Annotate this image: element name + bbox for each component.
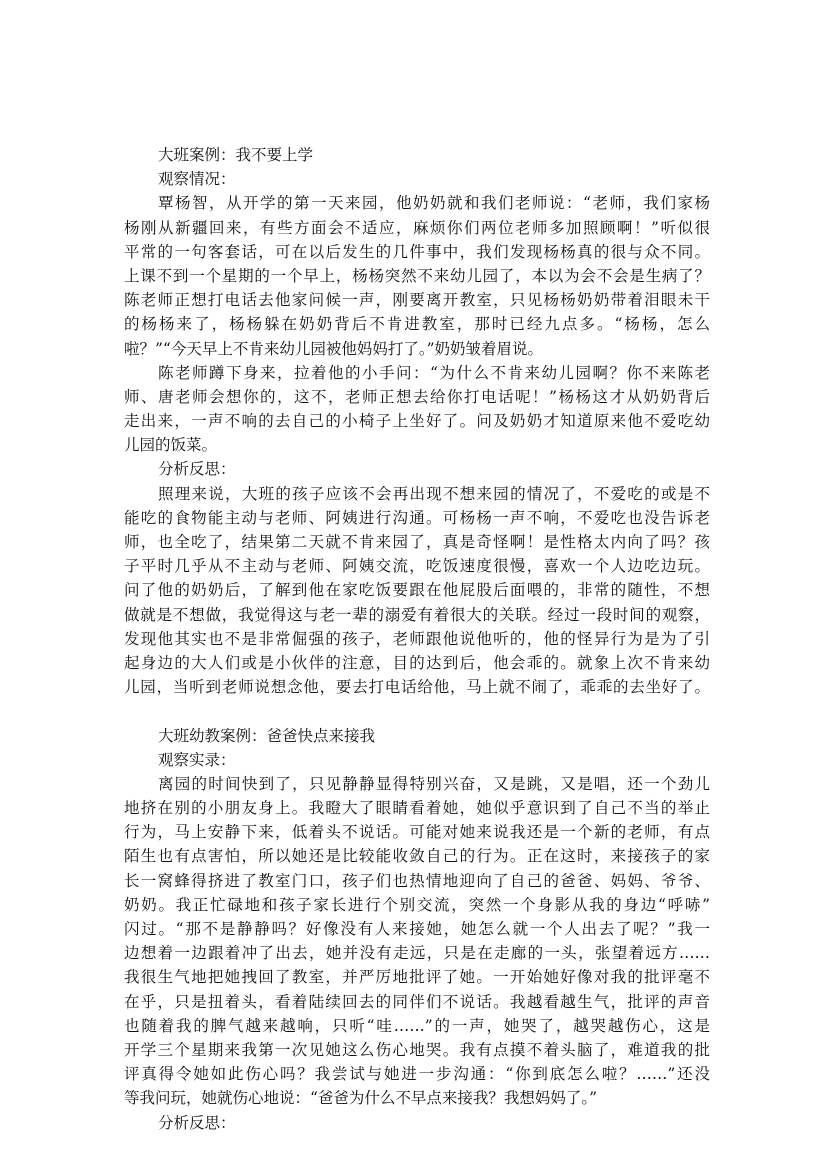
text-line: 长一窝蜂得挤进了教室门口，孩子们也热情地迎向了自己的爸爸、妈妈、爷爷、 xyxy=(124,871,710,890)
text-line: 也随着我的脾气越来越响，只听“哇……”的一声，她哭了，越哭越伤心，这是 xyxy=(124,1016,710,1035)
text-line: 子平时几乎从不主动与老师、阿姨交流，吃饭速度很慢，喜欢一个人边吃边玩。 xyxy=(124,557,710,576)
text-line: 走出来，一声不响的去自己的小椅子上坐好了。问及奶奶才知道原来他不爱吃幼 xyxy=(124,412,710,431)
case1-paragraph-3 xyxy=(124,482,710,700)
case2-observe-heading: 观察实录： xyxy=(158,750,236,769)
text-line: 上课不到一个星期的一个早上，杨杨突然不来幼儿园了，本以为会不会是生病了？ xyxy=(124,266,710,285)
case1-paragraph-2 xyxy=(124,361,710,458)
text-line: 开学三个星期来我第一次见她这么伤心地哭。我有点摸不着头脑了，难道我的批 xyxy=(124,1040,710,1059)
document-page xyxy=(124,143,710,1135)
text-line: 能吃的食物能主动与老师、阿姨进行沟通。可杨杨一声不响，不爱吃也没告诉老 xyxy=(124,508,710,527)
text-line: 离园的时间快到了，只见静静显得特别兴奋，又是跳，又是唱，还一个劲儿 xyxy=(158,774,710,793)
text-line: 奶奶。我正忙碌地和孩子家长进行个别交流，突然一个身影从我的身边“呼哧” xyxy=(124,895,710,914)
case1-title: 大班案例：我不要上学 xyxy=(158,146,314,164)
text-line: 儿园，当听到老师说想念他，要去打电话给他，马上就不闹了，乖乖的去坐好了。 xyxy=(124,678,710,697)
case1-analysis-heading: 分析反思： xyxy=(158,460,236,479)
case2-analysis-heading: 分析反思： xyxy=(158,1113,236,1132)
case1-paragraph-1 xyxy=(124,191,710,360)
text-line: 平常的一句客套话，可在以后发生的几件事中，我们发现杨杨真的很与众不同。 xyxy=(124,242,710,261)
text-line: 儿园的饭菜。 xyxy=(124,436,218,455)
text-line: 闪过。“那不是静静吗？好像没有人来接她，她怎么就一个人出去了呢？”我一 xyxy=(124,920,710,938)
text-line: 做就是不想做，我觉得这与老一辈的溺爱有着很大的关联。经过一段时间的观察， xyxy=(124,605,710,624)
text-line: 在乎，只是扭着头，看着陆续回去的同伴们不说话。我越看越生气，批评的声音 xyxy=(124,992,710,1011)
text-line: 陈老师正想打电话去他家问候一声，刚要离开教室，只见杨杨奶奶带着泪眼未干 xyxy=(124,291,710,310)
text-line: 发现他其实也不是非常倔强的孩子，老师跟他说他听的，他的怪异行为是为了引 xyxy=(124,629,710,648)
text-line: 起身边的大人们或是小伙伴的注意，目的达到后，他会乖的。就象上次不肯来幼 xyxy=(124,653,710,672)
section-gap xyxy=(124,699,710,723)
text-line: 杨刚从新疆回来，有些方面会不适应，麻烦你们两位老师多加照顾啊！”听似很 xyxy=(124,218,710,237)
text-line: 的杨杨来了，杨杨躲在奶奶背后不肯进教室，那时已经九点多。“杨杨，怎么 xyxy=(124,315,710,334)
text-line: 师、唐老师会想你的，这不，老师正想去给你打电话呢！”杨杨这才从奶奶背后 xyxy=(124,387,710,406)
case2-paragraph-1 xyxy=(124,772,710,1111)
case2-title: 大班幼教案例：爸爸快点来接我 xyxy=(158,726,376,745)
text-line: 啦？”“今天早上不肯来幼儿园被他妈妈打了。”奶奶皱着眉说。 xyxy=(124,339,544,358)
text-line: 照理来说，大班的孩子应该不会再出现不想来园的情况了，不爱吃的或是不 xyxy=(158,484,710,503)
text-line: 师，也全吃了，结果第二天就不肯来园了，真是奇怪啊！是性格太内向了吗？孩 xyxy=(124,533,710,551)
text-line: 问了他的奶奶后，了解到他在家吃饭要跟在他屁股后面喂的，非常的随性，不想 xyxy=(124,581,710,600)
text-line: 评真得令她如此伤心吗？我尝试与她进一步沟通：“你到底怎么啦？……”还没 xyxy=(124,1065,710,1084)
text-line: 陈老师蹲下身来，拉着他的小手问：“为什么不肯来幼儿园啊？你不来陈老 xyxy=(158,363,710,382)
text-line: 行为，马上安静下来，低着头不说话。可能对她来说我还是一个新的老师，有点 xyxy=(124,823,710,842)
text-line: 陌生也有点害怕，所以她还是比较能收敛自己的行为。正在这时，来接孩子的家 xyxy=(124,847,710,866)
text-line: 覃杨智，从开学的第一天来园，他奶奶就和我们老师说：“老师，我们家杨 xyxy=(158,194,710,213)
text-line: 边想着一边跟着冲了出去，她并没有走远，只是在走廊的一头，张望着远方…… xyxy=(124,944,710,963)
text-line: 地挤在别的小朋友身上。我瞪大了眼睛看着她，她似乎意识到了自己不当的举止 xyxy=(124,799,710,818)
text-line: 等我问玩，她就伤心地说：“爸爸为什么不早点来接我？我想妈妈了。” xyxy=(124,1089,598,1108)
case1-observe-heading: 观察情况： xyxy=(158,170,236,189)
text-line: 我很生气地把她拽回了教室，并严厉地批评了她。一开始她好像对我的批评毫不 xyxy=(124,968,710,987)
